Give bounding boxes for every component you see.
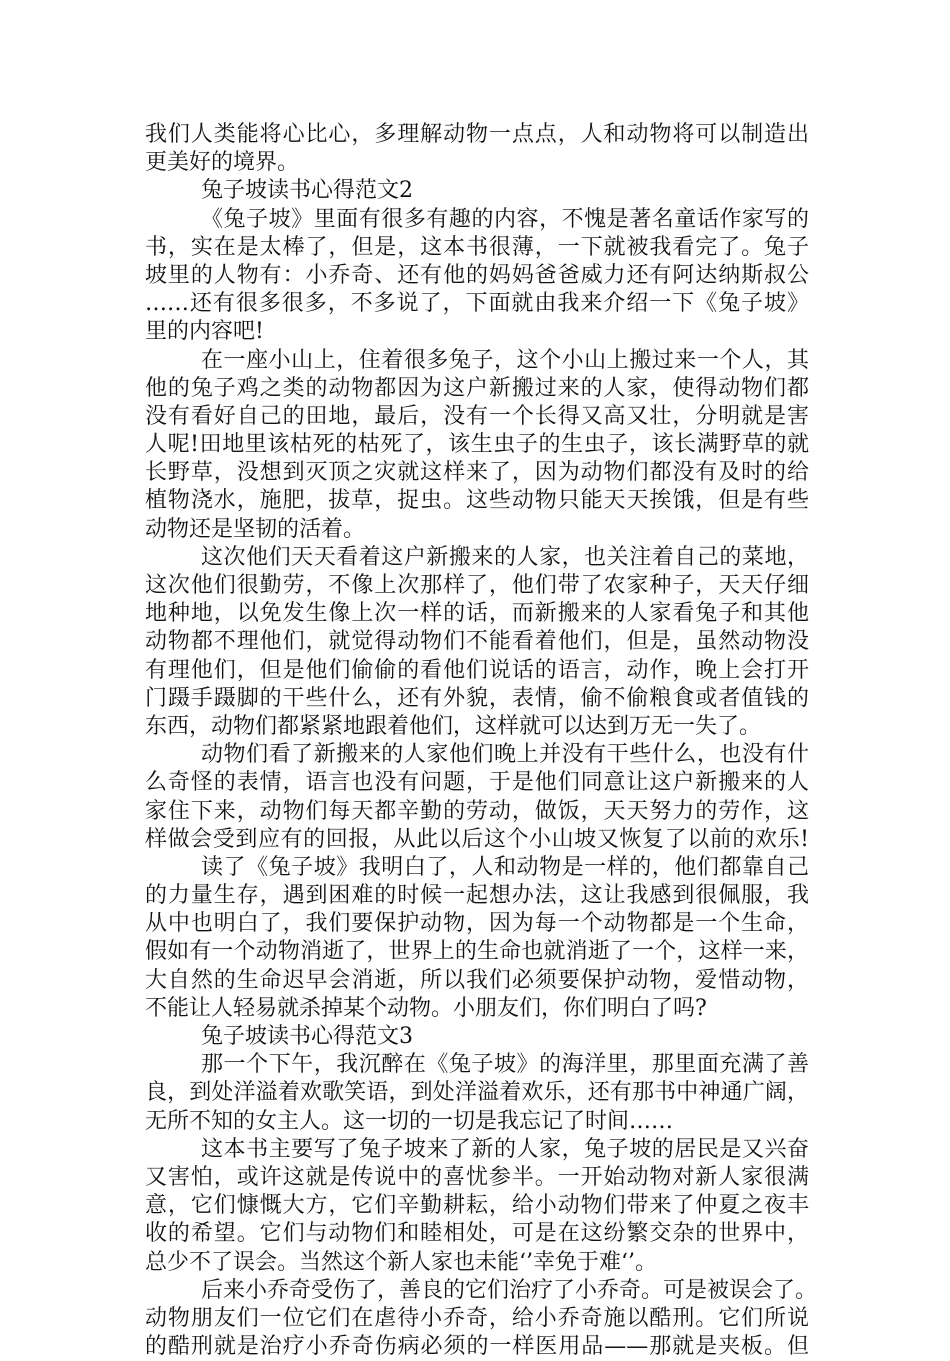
- text-line: 读了《兔子坡》我明白了，人和动物是一样的，他们都靠自己: [201, 854, 809, 880]
- text-line: 这本书主要写了兔子坡来了新的人家，兔子坡的居民是又兴奋: [201, 1136, 809, 1162]
- text-line: 无所不知的女主人。这一切的一切是我忘记了时间……: [145, 1108, 674, 1134]
- text-line: 没有看好自己的田地，最后，没有一个长得又高又壮，分明就是害: [145, 403, 809, 429]
- text-line: 这次他们很勤劳，不像上次那样了，他们带了农家种子，天天仔细: [145, 573, 809, 598]
- text-line: ……还有很多很多，不多说了，下面就由我来介绍一下《兔子坡》: [145, 291, 809, 317]
- text-line: 动物朋友们一位它们在虐待小乔奇，给小乔奇施以酷刑。它们所说: [145, 1305, 809, 1331]
- text-line: 他的兔子鸡之类的动物都因为这户新搬过来的人家，使得动物们都: [145, 375, 809, 401]
- text-line: 门蹑手蹑脚的干些什么，还有外貌，表情，偷不偷粮食或者值钱的: [145, 685, 809, 711]
- text-line: 良，到处洋溢着欢歌笑语，到处洋溢着欢乐，还有那书中神通广阔，: [145, 1080, 809, 1106]
- text-line: 从中也明白了，我们要保护动物，因为每一个动物都是一个生命，: [145, 911, 809, 937]
- text-line: 又害怕，或许这就是传说中的喜忧参半。一开始动物对新人家很满: [145, 1164, 809, 1190]
- text-line: 东西，动物们都紧紧地跟着他们，这样就可以达到万无一失了。: [145, 713, 762, 739]
- text-line: 我们人类能将心比心，多理解动物一点点，人和动物将可以制造出: [145, 122, 809, 147]
- text-line: 这次他们天天看着这户新搬来的人家，也关注着自己的菜地，: [201, 544, 809, 570]
- text-line: 么奇怪的表情，语言也没有问题，于是他们同意让这户新搬来的人: [145, 770, 809, 796]
- text-line: 那一个下午，我沉醉在《兔子坡》的海洋里，那里面充满了善: [201, 1052, 809, 1078]
- text-line: 动物都不理他们，就觉得动物们不能看着他们，但是，虽然动物没: [145, 629, 809, 655]
- text-line: 的酷刑就是治疗小乔奇伤病必须的一样医用品——那就是夹板。但: [145, 1334, 809, 1360]
- text-line: 收的希望。它们与动物们和睦相处，可是在这纷繁交杂的世界中，: [145, 1221, 809, 1247]
- text-line: 书，实在是太棒了，但是，这本书很薄，一下就被我看完了。兔子: [145, 234, 809, 260]
- text-line: 大自然的生命迟早会消逝，所以我们必须要保护动物，爱惜动物，: [145, 967, 809, 993]
- text-line: 动物还是坚韧的活着。: [145, 516, 366, 542]
- text-line: 更美好的境界。: [145, 150, 300, 176]
- text-line: 里的内容吧!: [145, 319, 264, 345]
- text-line: 家住下来，动物们每天都辛勤的劳动，做饭，天天努力的劳作，这: [145, 798, 809, 824]
- text-line: 坡里的人物有：小乔奇、还有他的妈妈爸爸威力还有阿达纳斯叔公: [145, 262, 809, 288]
- text-line: 在一座小山上，住着很多兔子，这个小山上搬过来一个人，其: [201, 347, 809, 373]
- text-line: 意，它们慷慨大方，它们辛勤耕耘，给小动物们带来了仲夏之夜丰: [145, 1193, 809, 1219]
- text-line: 兔子坡读书心得范文3: [201, 1024, 413, 1049]
- text-line: 植物浇水，施肥，拔草，捉虫。这些动物只能天天挨饿，但是有些: [145, 488, 809, 514]
- text-line: 的力量生存，遇到困难的时候一起想办法，这让我感到很佩服，我: [145, 883, 809, 909]
- text-line: 假如有一个动物消逝了，世界上的生命也就消逝了一个，这样一来，: [145, 939, 809, 965]
- text-line: 样做会受到应有的回报，从此以后这个小山坡又恢复了以前的欢乐!: [145, 826, 809, 852]
- text-line: 地种地，以免发生像上次一样的话，而新搬来的人家看兔子和其他: [145, 601, 809, 627]
- text-line: 《兔子坡》里面有很多有趣的内容，不愧是著名童话作家写的: [201, 206, 809, 232]
- text-line: 兔子坡读书心得范文2: [201, 178, 413, 204]
- text-line: 后来小乔奇受伤了，善良的它们治疗了小乔奇。可是被误会了。: [201, 1277, 818, 1303]
- text-line: 有理他们，但是他们偷偷的看他们说话的语言，动作，晚上会打开: [145, 657, 809, 683]
- text-line: 总少不了误会。当然这个新人家也未能‘’幸免于难‘’。: [145, 1249, 657, 1275]
- text-line: 动物们看了新搬来的人家他们晚上并没有干些什么，也没有什: [201, 742, 809, 768]
- text-line: 长野草，没想到灭顶之灾就这样来了，因为动物们都没有及时的给: [145, 460, 809, 486]
- document-body: [145, 121, 818, 1361]
- text-line: 不能让人轻易就杀掉某个动物。小朋友们，你们明白了吗?: [145, 995, 707, 1021]
- text-line: 人呢!田地里该枯死的枯死了，该生虫子的生虫子，该长满野草的就: [145, 432, 809, 458]
